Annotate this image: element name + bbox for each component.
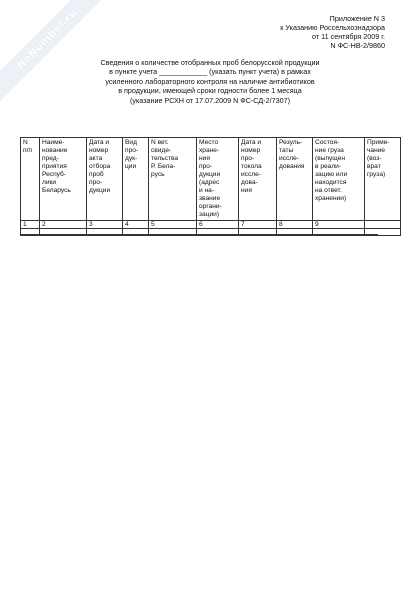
column-header-product-type: Вид про- дук- ции: [123, 138, 149, 221]
title-line: в пункте учета ____________ (указать пункт учета) в рамках: [109, 67, 311, 77]
column-header-storage-place: Место хране- ния про- дукции (адрес и на- звание органи- зации): [197, 138, 239, 221]
column-header-results: Резуль- таты иссле- дования: [277, 138, 313, 221]
column-number-cell: 1: [21, 221, 40, 229]
table-header-row: [21, 138, 401, 221]
footer-separator-line: [20, 234, 378, 235]
watermark-text: NoNumber.ru: [14, 6, 80, 72]
column-number-cell: 6: [197, 221, 239, 229]
appendix-line: Приложение N 3: [329, 14, 385, 23]
column-header-vet-certificate: N вет. свиде- тельства Р. Бела- русь: [149, 138, 197, 221]
column-header-cargo-state: Состоя- ние груза (выпущен в реали- зацию или находится на ответ. хранении): [313, 138, 365, 221]
appendix-line: к Указанию Россельхознадзора: [280, 23, 385, 32]
column-header-number: N п/п: [21, 138, 40, 221]
appendix-line: от 11 сентября 2009 г.: [312, 32, 385, 41]
table-numbering-row: [21, 221, 401, 229]
title-line: в продукции, имеющей сроки годности более 1 месяца: [118, 86, 302, 96]
title-line: усиленного лабораторного контроля на наличие антибиотиков: [105, 76, 315, 86]
column-header-protocol: Дата и номер про- токола иссле- дова- ния: [239, 138, 277, 221]
column-header-note: Приме- чание (воз- врат груза): [365, 138, 401, 221]
column-number-cell: 3: [87, 221, 123, 229]
column-number-cell: 8: [277, 221, 313, 229]
column-number-cell: 9: [313, 221, 365, 229]
column-header-enterprise: Наиме- нование пред- приятия Респуб- лики Беларусь: [40, 138, 87, 221]
title-line: (указание РСХН от 17.07.2009 N ФС-СД-2/7307): [130, 95, 290, 105]
appendix-line: N ФС-НВ-2/9860: [330, 41, 385, 50]
column-number-cell: 7: [239, 221, 277, 229]
document-title: [60, 58, 360, 105]
column-header-sampling-act: Дата и номер акта отбора проб про- дукции: [87, 138, 123, 221]
column-number-cell: 5: [149, 221, 197, 229]
column-number-cell: [365, 221, 401, 229]
column-number-cell: 2: [40, 221, 87, 229]
column-number-cell: 4: [123, 221, 149, 229]
samples-table: [20, 137, 401, 236]
title-line: Сведения о количестве отобранных проб белорусской продукции: [100, 58, 320, 67]
appendix-block: [280, 14, 385, 50]
